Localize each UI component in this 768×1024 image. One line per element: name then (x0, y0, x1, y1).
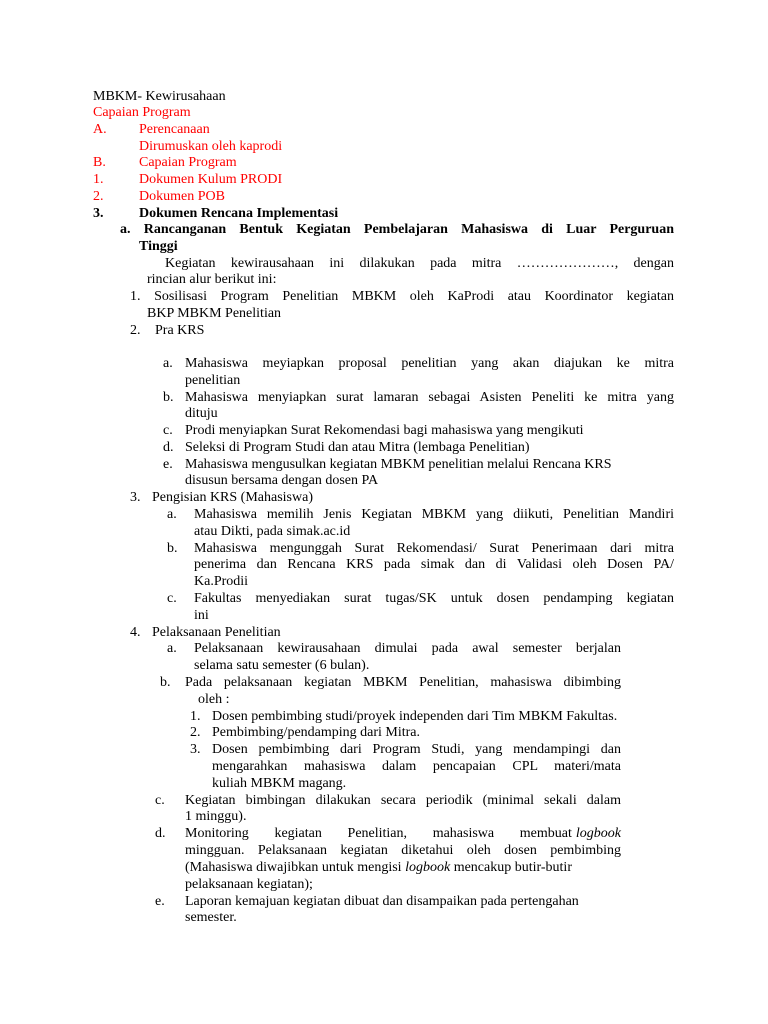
list-item-cont (185, 860, 572, 877)
list-item-cont: dituju (185, 406, 218, 421)
list-marker: a. (167, 507, 177, 522)
list-item-cont: mingguan. Pelaksanaan kegiatan diketahui oleh dosen pembimbing (185, 843, 621, 858)
list-item (185, 826, 621, 843)
list-marker: 3. (130, 490, 141, 505)
list-item: Pembimbing/pendamping dari Mitra. (212, 725, 421, 740)
list-item-note: Dirumuskan oleh kaprodi (139, 139, 283, 154)
list-marker: c. (163, 423, 173, 438)
list-marker: 1. (190, 709, 201, 724)
step-item: 1. Sosilisasi Program Penelitian MBKM oleh KaProdi atau Koordinator kegiatan (130, 289, 674, 304)
list-marker: b. (167, 541, 178, 556)
list-item: Dosen pembimbing dari Program Studi, yang mendampingi dan (212, 742, 621, 757)
list-item-cont: mengarahkan mahasiswa dalam pencapaian CPL materi/mata (212, 759, 621, 774)
list-marker: 1. (93, 172, 104, 187)
list-item: Mahasiswa meyiapkan proposal penelitian yang akan diajukan ke mitra (185, 356, 674, 371)
list-marker: a. (163, 356, 173, 371)
list-item: Laporan kemajuan kegiatan dibuat dan disampaikan pada pertengahan (185, 894, 579, 909)
list-marker: 2. (93, 189, 104, 204)
list-marker: e. (155, 894, 165, 909)
document-title: MBKM- Kewirusahaan (93, 89, 226, 104)
list-item-cont: oleh : (198, 692, 230, 707)
list-item-label: Dokumen Kulum PRODI (139, 172, 283, 187)
list-item: Pelaksanaan kewirausahaan dimulai pada awal semester berjalan (194, 641, 621, 656)
list-item: Fakultas menyediakan surat tugas/SK untuk dosen pendamping kegiatan (194, 591, 674, 606)
list-marker: e. (163, 457, 173, 472)
list-item-text: Monitoring kegiatan Penelitian, mahasiswa membuat (185, 826, 572, 841)
list-item-emphasis: logbook (405, 860, 451, 875)
list-item-cont: disusun bersama dengan dosen PA (185, 473, 379, 488)
paragraph: Kegiatan kewirausahaan ini dilakukan pada mitra …………………, dengan (165, 256, 674, 271)
list-item: Mahasiswa mengusulkan kegiatan MBKM penelitian melalui Rencana KRS (185, 457, 612, 472)
list-marker: 3. (190, 742, 201, 757)
paragraph: rincian alur berikut ini: (147, 272, 277, 287)
list-marker: c. (155, 793, 165, 808)
step-item: Pengisian KRS (Mahasiswa) (152, 490, 313, 505)
list-item-text: mencakup butir-butir (450, 860, 572, 875)
list-item-cont: semester. (185, 910, 237, 925)
list-item: Mahasiswa mengunggah Surat Rekomendasi/ Surat Penerimaan dari mitra (194, 541, 674, 556)
list-marker: 2. (190, 725, 201, 740)
list-item-label: Dokumen Rencana Implementasi (139, 206, 339, 221)
section-heading: Capaian Program (93, 105, 191, 120)
list-marker: 4. (130, 625, 141, 640)
step-item: Pra KRS (155, 323, 205, 338)
step-item: Pelaksanaan Penelitian (152, 625, 281, 640)
list-item-cont: penerima dan Rencana KRS pada simak dan di Validasi oleh Dosen PA/ (194, 557, 674, 572)
subsection-heading: a. Rancanganan Bentuk Kegiatan Pembelajaran Mahasiswa di Luar Perguruan (120, 222, 674, 237)
list-item-cont: 1 minggu). (185, 809, 247, 824)
list-item-emphasis: logbook (575, 826, 621, 841)
list-item-cont: penelitian (185, 373, 241, 388)
list-item-text: (Mahasiswa diwajibkan untuk mengisi (185, 860, 406, 875)
list-item-cont: kuliah MBKM magang. (212, 776, 347, 791)
subsection-heading-cont: Tinggi (139, 239, 178, 254)
list-marker: B. (93, 155, 106, 170)
list-marker: 2. (130, 323, 141, 338)
list-item-cont: selama satu semester (6 bulan). (194, 658, 370, 673)
list-item-label: Capaian Program (139, 155, 237, 170)
list-item: Pada pelaksanaan kegiatan MBKM Penelitian, mahasiswa dibimbing (185, 675, 621, 690)
list-item: Dosen pembimbing studi/proyek independen dari Tim MBKM Fakultas. (212, 709, 618, 724)
list-marker: b. (163, 390, 174, 405)
list-item-label: Perencanaan (139, 122, 210, 137)
list-item: Kegiatan bimbingan dilakukan secara periodik (minimal sekali dalam (185, 793, 621, 808)
list-marker: b. (160, 675, 171, 690)
list-item: Mahasiswa memilih Jenis Kegiatan MBKM yang diikuti, Penelitian Mandiri (194, 507, 674, 522)
list-item-label: Dokumen POB (139, 189, 225, 204)
list-marker: c. (167, 591, 177, 606)
step-item-cont: BKP MBKM Penelitian (147, 306, 282, 321)
list-item: Prodi menyiapkan Surat Rekomendasi bagi mahasiswa yang mengikuti (185, 423, 584, 438)
list-item: Mahasiswa menyiapkan surat lamaran sebagai Asisten Peneliti ke mitra yang (185, 390, 674, 405)
list-item-cont: pelaksanaan kegiatan); (185, 877, 313, 892)
list-marker: d. (163, 440, 174, 455)
list-item-cont: Ka.Prodii (194, 574, 249, 589)
list-marker: d. (155, 826, 166, 841)
list-marker: A. (93, 122, 107, 137)
list-item: Seleksi di Program Studi dan atau Mitra (lembaga Penelitian) (185, 440, 530, 455)
list-marker: 3. (93, 206, 104, 221)
list-item-cont: ini (194, 608, 209, 623)
list-item-cont: atau Dikti, pada simak.ac.id (194, 524, 351, 539)
list-marker: a. (167, 641, 177, 656)
